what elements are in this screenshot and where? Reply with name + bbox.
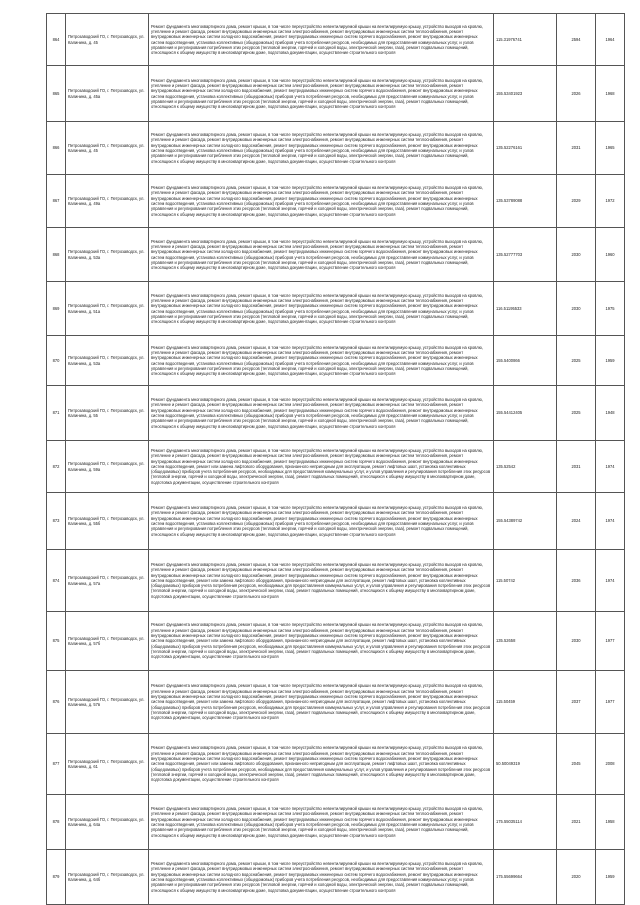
plan-year: 2030 (557, 612, 596, 671)
build-year: 1965 (596, 122, 625, 175)
work-types: Ремонт фундамента многоквартирного дома, ремонт крыши, в том числе переустройство невентилируемой крыши на вентилируемую крышу, устройство выходов на кровлю, утепление и ремонт фасада, ремонт внутридомовых инженерных систем электроснабжения, ремонт внутридомовых инженерных систем теплоснабжения, ремонт внутридомовых инженерных систем холодного водоснабжения, ремонт внутридомовых инженерных систем горячего водоснабжения, ремонт внутридомовых инженерных систем водоотведения, ремонт или замена лифтового оборудования, признанного непригодным для эксплуатации, ремонт лифтовых шахт, установка коллективных (общедомовых) приборов учета потребления ресурсов, необходимых для предоставления коммунальных услуг, и узлов управления и регулирования потребления этих ресурсов (тепловой энергии, горячей и холодной воды, электрической энергии, газа), ремонт подвальных помещений, относящихся к общему имуществу в многоквартирном доме, подготовка документации, осуществление строительного контроля (149, 441, 494, 493)
area-value: 116.51195533 (494, 282, 557, 336)
plan-year: 2026 (557, 66, 596, 122)
build-year: 1968 (596, 66, 625, 122)
work-types: Ремонт фундамента многоквартирного дома, ремонт крыши, в том числе переустройство невентилируемой крыши на вентилируемую крышу, устройство выходов на кровлю, утепление и ремонт фасада, ремонт внутридомовых инженерных систем электроснабжения, ремонт внутридомовых инженерных систем теплоснабжения, ремонт внутридомовых инженерных систем холодного водоснабжения, ремонт внутридомовых инженерных систем горячего водоснабжения, ремонт внутридомовых инженерных систем водоотведения, установка коллективных (общедомовых) приборов учета потребления ресурсов, необходимых для предоставления коммунальных услуг, и узлов управления и регулирования потребления этих ресурсов (тепловой энергии, горячей и холодной воды, электрической энергии, газа), ремонт подвальных помещений, относящихся к общему имуществу в многоквартирном доме, подготовка документации, осуществление строительного контроля (149, 122, 494, 175)
row-number: 870 (47, 336, 66, 386)
table-row (47, 175, 625, 228)
area-value: 135.52276161 (494, 122, 557, 175)
area-value: 115.50742 (494, 550, 557, 612)
table-row (47, 386, 625, 441)
area-value: 50.50049319 (494, 734, 557, 795)
row-number: 866 (47, 122, 66, 175)
work-types: Ремонт фундамента многоквартирного дома, ремонт крыши, в том числе переустройство невентилируемой крыши на вентилируемую крышу, устройство выходов на кровлю, утепление и ремонт фасада, ремонт внутридомовых инженерных систем электроснабжения, ремонт внутридомовых инженерных систем теплоснабжения, ремонт внутридомовых инженерных систем холодного водоснабжения, ремонт внутридомовых инженерных систем горячего водоснабжения, ремонт внутридомовых инженерных систем водоотведения, установка коллективных (общедомовых) приборов учета потребления ресурсов, необходимых для предоставления коммунальных услуг, и узлов управления и регулирования потребления этих ресурсов (тепловой энергии, горячей и холодной воды, электрической энергии, газа), ремонт подвальных помещений, относящихся к общему имуществу в многоквартирном доме, подготовка документации, осуществление строительного контроля (149, 175, 494, 228)
table-row (47, 14, 625, 66)
plan-year: 2030 (557, 228, 596, 282)
table-row (47, 336, 625, 386)
repair-program-table (46, 13, 625, 905)
plan-year: 2020 (557, 850, 596, 905)
house-address: Петрозаводский ГО, г. Петрозаводск, ул. Калинина, д. 64а (66, 795, 149, 850)
table-row (47, 66, 625, 122)
plan-year: 2031 (557, 441, 596, 493)
area-value: 175.55035114 (494, 795, 557, 850)
work-types: Ремонт фундамента многоквартирного дома, ремонт крыши, в том числе переустройство невентилируемой крыши на вентилируемую крышу, устройство выходов на кровлю, утепление и ремонт фасада, ремонт внутридомовых инженерных систем электроснабжения, ремонт внутридомовых инженерных систем теплоснабжения, ремонт внутридомовых инженерных систем холодного водоснабжения, ремонт внутридомовых инженерных систем горячего водоснабжения, ремонт внутридомовых инженерных систем водоотведения, ремонт или замена лифтового оборудования, признанного непригодным для эксплуатации, ремонт лифтовых шахт, установка коллективных (общедомовых) приборов учета потребления ресурсов, необходимых для предоставления коммунальных услуг, и узлов управления и регулирования потребления этих ресурсов (тепловой энергии, горячей и холодной воды, электрической энергии, газа), ремонт подвальных помещений, относящихся к общему имуществу в многоквартирном доме, подготовка документации, осуществление строительного контроля (149, 612, 494, 671)
build-year: 1959 (596, 336, 625, 386)
house-address: Петрозаводский ГО, г. Петрозаводск, ул. Калинина, д. 45а (66, 66, 149, 122)
build-year: 1977 (596, 671, 625, 734)
table-row (47, 493, 625, 550)
row-number: 873 (47, 493, 66, 550)
table-row (47, 850, 625, 905)
build-year: 1974 (596, 550, 625, 612)
table-row (47, 734, 625, 795)
build-year: 1960 (596, 228, 625, 282)
row-number: 865 (47, 66, 66, 122)
house-address: Петрозаводский ГО, г. Петрозаводск, ул. Калинина, д. 64б (66, 850, 149, 905)
plan-year: 2029 (557, 175, 596, 228)
row-number: 864 (47, 14, 66, 66)
table-row (47, 228, 625, 282)
build-year: 1964 (596, 14, 625, 66)
row-number: 878 (47, 795, 66, 850)
house-address: Петрозаводский ГО, г. Петрозаводск, ул. Калинина, д. 55б (66, 493, 149, 550)
row-number: 872 (47, 441, 66, 493)
row-number: 877 (47, 734, 66, 795)
plan-year: 2024 (557, 493, 596, 550)
area-value: 135.52658 (494, 612, 557, 671)
work-types: Ремонт фундамента многоквартирного дома, ремонт крыши, в том числе переустройство невентилируемой крыши на вентилируемую крышу, устройство выходов на кровлю, утепление и ремонт фасада, ремонт внутридомовых инженерных систем электроснабжения, ремонт внутридомовых инженерных систем теплоснабжения, ремонт внутридомовых инженерных систем холодного водоснабжения, ремонт внутридомовых инженерных систем горячего водоснабжения, ремонт внутридомовых инженерных систем водоотведения, ремонт или замена лифтового оборудования, признанного непригодным для эксплуатации, ремонт лифтовых шахт, установка коллективных (общедомовых) приборов учета потребления ресурсов, необходимых для предоставления коммунальных услуг, и узлов управления и регулирования потребления этих ресурсов (тепловой энергии, горячей и холодной воды, электрической энергии, газа), ремонт подвальных помещений, относящихся к общему имуществу в многоквартирном доме, подготовка документации, осуществление строительного контроля (149, 671, 494, 734)
row-number: 879 (47, 850, 66, 905)
house-address: Петрозаводский ГО, г. Петрозаводск, ул. Калинина, д. 53а (66, 336, 149, 386)
area-value: 175.55699664 (494, 850, 557, 905)
table-row (47, 282, 625, 336)
row-number: 875 (47, 612, 66, 671)
house-address: Петрозаводский ГО, г. Петрозаводск, ул. Калинина, д. 51а (66, 282, 149, 336)
house-address: Петрозаводский ГО, г. Петрозаводск, ул. Калинина, д. 61 (66, 734, 149, 795)
table-row (47, 671, 625, 734)
area-value: 155.53401923 (494, 66, 557, 122)
row-number: 876 (47, 671, 66, 734)
plan-year: 2030 (557, 282, 596, 336)
house-address: Петрозаводский ГО, г. Петрозаводск, ул. Калинина, д. 45 (66, 122, 149, 175)
work-types: Ремонт фундамента многоквартирного дома, ремонт крыши, в том числе переустройство невентилируемой крыши на вентилируемую крышу, устройство выходов на кровлю, утепление и ремонт фасада, ремонт внутридомовых инженерных систем электроснабжения, ремонт внутридомовых инженерных систем теплоснабжения, ремонт внутридомовых инженерных систем холодного водоснабжения, ремонт внутридомовых инженерных систем горячего водоснабжения, ремонт внутридомовых инженерных систем водоотведения, ремонт или замена лифтового оборудования, признанного непригодным для эксплуатации, ремонт лифтовых шахт, установка коллективных (общедомовых) приборов учета потребления ресурсов, необходимых для предоставления коммунальных услуг, и узлов управления и регулирования потребления этих ресурсов (тепловой энергии, горячей и холодной воды, электрической энергии, газа), ремонт подвальных помещений, относящихся к общему имуществу в многоквартирном доме, подготовка документации, осуществление строительного контроля (149, 734, 494, 795)
build-year: 1972 (596, 175, 625, 228)
plan-year: 2021 (557, 795, 596, 850)
house-address: Петрозаводский ГО, г. Петрозаводск, ул. Калинина, д. 57а (66, 550, 149, 612)
build-year: 1975 (596, 282, 625, 336)
work-types: Ремонт фундамента многоквартирного дома, ремонт крыши, в том числе переустройство невентилируемой крыши на вентилируемую крышу, устройство выходов на кровлю, утепление и ремонт фасада, ремонт внутридомовых инженерных систем электроснабжения, ремонт внутридомовых инженерных систем теплоснабжения, ремонт внутридомовых инженерных систем холодного водоснабжения, ремонт внутридомовых инженерных систем горячего водоснабжения, ремонт внутридомовых инженерных систем водоотведения, установка коллективных (общедомовых) приборов учета потребления ресурсов, необходимых для предоставления коммунальных услуг, и узлов управления и регулирования потребления этих ресурсов (тепловой энергии, горячей и холодной воды, электрической энергии, газа), ремонт подвальных помещений, относящихся к общему имуществу в многоквартирном доме, подготовка документации, осуществление строительного контроля (149, 386, 494, 441)
work-types: Ремонт фундамента многоквартирного дома, ремонт крыши, в том числе переустройство невентилируемой крыши на вентилируемую крышу, устройство выходов на кровлю, утепление и ремонт фасада, ремонт внутридомовых инженерных систем электроснабжения, ремонт внутридомовых инженерных систем теплоснабжения, ремонт внутридомовых инженерных систем холодного водоснабжения, ремонт внутридомовых инженерных систем горячего водоснабжения, ремонт внутридомовых инженерных систем водоотведения, установка коллективных (общедомовых) приборов учета потребления ресурсов, необходимых для предоставления коммунальных услуг, и узлов управления и регулирования потребления этих ресурсов (тепловой энергии, горячей и холодной воды, электрической энергии, газа), ремонт подвальных помещений, относящихся к общему имуществу в многоквартирном доме, подготовка документации, осуществление строительного контроля (149, 228, 494, 282)
plan-year: 2045 (557, 734, 596, 795)
table-row (47, 612, 625, 671)
house-address: Петрозаводский ГО, г. Петрозаводск, ул. Калинина, д. 59а (66, 441, 149, 493)
table-row (47, 122, 625, 175)
build-year: 1974 (596, 441, 625, 493)
work-types: Ремонт фундамента многоквартирного дома, ремонт крыши, в том числе переустройство невентилируемой крыши на вентилируемую крышу, устройство выходов на кровлю, утепление и ремонт фасада, ремонт внутридомовых инженерных систем электроснабжения, ремонт внутридомовых инженерных систем теплоснабжения, ремонт внутридомовых инженерных систем холодного водоснабжения, ремонт внутридомовых инженерных систем горячего водоснабжения, ремонт внутридомовых инженерных систем водоотведения, установка коллективных (общедомовых) приборов учета потребления ресурсов, необходимых для предоставления коммунальных услуг, и узлов управления и регулирования потребления этих ресурсов (тепловой энергии, горячей и холодной воды, электрической энергии, газа), ремонт подвальных помещений, относящихся к общему имуществу в многоквартирном доме, подготовка документации, осуществление строительного контроля (149, 282, 494, 336)
build-year: 1974 (596, 493, 625, 550)
area-value: 135.52777703 (494, 228, 557, 282)
row-number: 871 (47, 386, 66, 441)
work-types: Ремонт фундамента многоквартирного дома, ремонт крыши, в том числе переустройство невентилируемой крыши на вентилируемую крышу, устройство выходов на кровлю, утепление и ремонт фасада, ремонт внутридомовых инженерных систем электроснабжения, ремонт внутридомовых инженерных систем теплоснабжения, ремонт внутридомовых инженерных систем холодного водоснабжения, ремонт внутридомовых инженерных систем горячего водоснабжения, ремонт внутридомовых инженерных систем водоотведения, ремонт или замена лифтового оборудования, признанного непригодным для эксплуатации, ремонт лифтовых шахт, установка коллективных (общедомовых) приборов учета потребления ресурсов, необходимых для предоставления коммунальных услуг, и узлов управления и регулирования потребления этих ресурсов (тепловой энергии, горячей и холодной воды, электрической энергии, газа), ремонт подвальных помещений, относящихся к общему имуществу в многоквартирном доме, подготовка документации, осуществление строительного контроля (149, 550, 494, 612)
house-address: Петрозаводский ГО, г. Петрозаводск, ул. Калинина, д. 49а (66, 175, 149, 228)
row-number: 868 (47, 228, 66, 282)
plan-year: 2031 (557, 122, 596, 175)
work-types: Ремонт фундамента многоквартирного дома, ремонт крыши, в том числе переустройство невентилируемой крыши на вентилируемую крышу, устройство выходов на кровлю, утепление и ремонт фасада, ремонт внутридомовых инженерных систем электроснабжения, ремонт внутридомовых инженерных систем теплоснабжения, ремонт внутридомовых инженерных систем холодного водоснабжения, ремонт внутридомовых инженерных систем горячего водоснабжения, ремонт внутридомовых инженерных систем водоотведения, установка коллективных (общедомовых) приборов учета потребления ресурсов, необходимых для предоставления коммунальных услуг, и узлов управления и регулирования потребления этих ресурсов (тепловой энергии, горячей и холодной воды, электрической энергии, газа), ремонт подвальных помещений, относящихся к общему имуществу в многоквартирном доме, подготовка документации, осуществление строительного контроля (149, 66, 494, 122)
table-body (47, 14, 625, 905)
house-address: Петрозаводский ГО, г. Петрозаводск, ул. Калинина, д. 53а (66, 228, 149, 282)
area-value: 155.54389742 (494, 493, 557, 550)
table-row (47, 550, 625, 612)
build-year: 1977 (596, 612, 625, 671)
area-value: 135.52542 (494, 441, 557, 493)
build-year: 1958 (596, 795, 625, 850)
table-row (47, 441, 625, 493)
plan-year: 2594 (557, 14, 596, 66)
work-types: Ремонт фундамента многоквартирного дома, ремонт крыши, в том числе переустройство невентилируемой крыши на вентилируемую крышу, устройство выходов на кровлю, утепление и ремонт фасада, ремонт внутридомовых инженерных систем электроснабжения, ремонт внутридомовых инженерных систем теплоснабжения, ремонт внутридомовых инженерных систем холодного водоснабжения, ремонт внутридомовых инженерных систем горячего водоснабжения, ремонт внутридомовых инженерных систем водоотведения, установка коллективных (общедомовых) приборов учета потребления ресурсов, необходимых для предоставления коммунальных услуг, и узлов управления и регулирования потребления этих ресурсов (тепловой энергии, горячей и холодной воды, электрической энергии, газа), ремонт подвальных помещений, относящихся к общему имуществу в многоквартирном доме, подготовка документации, осуществление строительного контроля (149, 795, 494, 850)
build-year: 2008 (596, 734, 625, 795)
house-address: Петрозаводский ГО, г. Петрозаводск, ул. Калинина, д. 45 (66, 14, 149, 66)
area-value: 115.31976741 (494, 14, 557, 66)
build-year: 1948 (596, 386, 625, 441)
work-types: Ремонт фундамента многоквартирного дома, ремонт крыши, в том числе переустройство невентилируемой крыши на вентилируемую крышу, устройство выходов на кровлю, утепление и ремонт фасада, ремонт внутридомовых инженерных систем электроснабжения, ремонт внутридомовых инженерных систем теплоснабжения, ремонт внутридомовых инженерных систем холодного водоснабжения, ремонт внутридомовых инженерных систем горячего водоснабжения, ремонт внутридомовых инженерных систем водоотведения, установка коллективных (общедомовых) приборов учета потребления ресурсов, необходимых для предоставления коммунальных услуг, и узлов управления и регулирования потребления этих ресурсов (тепловой энергии, горячей и холодной воды, электрической энергии, газа), ремонт подвальных помещений, относящихся к общему имуществу в многоквартирном доме, подготовка документации, осуществление строительного контроля (149, 493, 494, 550)
row-number: 867 (47, 175, 66, 228)
row-number: 874 (47, 550, 66, 612)
build-year: 1959 (596, 850, 625, 905)
house-address: Петрозаводский ГО, г. Петрозаводск, ул. Калинина, д. 57б (66, 612, 149, 671)
area-value: 155.54412405 (494, 386, 557, 441)
area-value: 135.53789088 (494, 175, 557, 228)
plan-year: 2037 (557, 671, 596, 734)
table-row (47, 795, 625, 850)
plan-year: 2025 (557, 386, 596, 441)
work-types: Ремонт фундамента многоквартирного дома, ремонт крыши, в том числе переустройство невентилируемой крыши на вентилируемую крышу, устройство выходов на кровлю, утепление и ремонт фасада, ремонт внутридомовых инженерных систем электроснабжения, ремонт внутридомовых инженерных систем теплоснабжения, ремонт внутридомовых инженерных систем холодного водоснабжения, ремонт внутридомовых инженерных систем горячего водоснабжения, ремонт внутридомовых инженерных систем водоотведения, установка коллективных (общедомовых) приборов учета потребления ресурсов, необходимых для предоставления коммунальных услуг, и узлов управления и регулирования потребления этих ресурсов (тепловой энергии, горячей и холодной воды, электрической энергии, газа), ремонт подвальных помещений, относящихся к общему имуществу в многоквартирном доме, подготовка документации, осуществление строительного контроля (149, 14, 494, 66)
work-types: Ремонт фундамента многоквартирного дома, ремонт крыши, в том числе переустройство невентилируемой крыши на вентилируемую крышу, устройство выходов на кровлю, утепление и ремонт фасада, ремонт внутридомовых инженерных систем электроснабжения, ремонт внутридомовых инженерных систем теплоснабжения, ремонт внутридомовых инженерных систем холодного водоснабжения, ремонт внутридомовых инженерных систем горячего водоснабжения, ремонт внутридомовых инженерных систем водоотведения, установка коллективных (общедомовых) приборов учета потребления ресурсов, необходимых для предоставления коммунальных услуг, и узлов управления и регулирования потребления этих ресурсов (тепловой энергии, горячей и холодной воды, электрической энергии, газа), ремонт подвальных помещений, относящихся к общему имуществу в многоквартирном доме, подготовка документации, осуществление строительного контроля (149, 336, 494, 386)
area-value: 155.5400866 (494, 336, 557, 386)
row-number: 869 (47, 282, 66, 336)
house-address: Петрозаводский ГО, г. Петрозаводск, ул. Калинина, д. 57в (66, 671, 149, 734)
work-types: Ремонт фундамента многоквартирного дома, ремонт крыши, в том числе переустройство невентилируемой крыши на вентилируемую крышу, устройство выходов на кровлю, утепление и ремонт фасада, ремонт внутридомовых инженерных систем электроснабжения, ремонт внутридомовых инженерных систем теплоснабжения, ремонт внутридомовых инженерных систем холодного водоснабжения, ремонт внутридомовых инженерных систем горячего водоснабжения, ремонт внутридомовых инженерных систем водоотведения, установка коллективных (общедомовых) приборов учета потребления ресурсов, необходимых для предоставления коммунальных услуг, и узлов управления и регулирования потребления этих ресурсов (тепловой энергии, горячей и холодной воды, электрической энергии, газа), ремонт подвальных помещений, относящихся к общему имуществу в многоквартирном доме, подготовка документации, осуществление строительного контроля (149, 850, 494, 905)
plan-year: 2025 (557, 336, 596, 386)
house-address: Петрозаводский ГО, г. Петрозаводск, ул. Калинина, д. 55 (66, 386, 149, 441)
area-value: 115.50459 (494, 671, 557, 734)
plan-year: 2036 (557, 550, 596, 612)
